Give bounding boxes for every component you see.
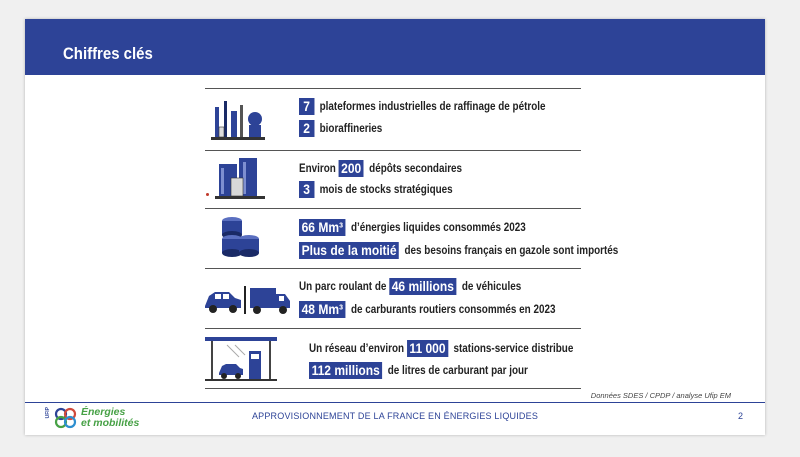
divider: [205, 388, 581, 389]
key-figure: 66 Mm³: [299, 219, 346, 236]
key-figure: Plus de la moitié: [299, 242, 399, 259]
divider: [205, 328, 581, 329]
footer-title: APPROVISIONNEMENT DE LA FRANCE EN ÉNERGIES LIQUIDES: [251, 411, 539, 421]
key-figure: 2: [299, 120, 314, 137]
slide: [25, 19, 765, 435]
divider: [205, 150, 581, 151]
row-4-line-2: [299, 301, 555, 319]
row-5-line-1: [309, 340, 573, 358]
page-number: 2: [737, 411, 743, 421]
row-1-line-1: [299, 98, 546, 116]
footer-divider: [25, 402, 765, 403]
logo-line-1: Énergies: [81, 406, 126, 418]
line-text: dépôts secondaires: [366, 163, 463, 175]
line-text: mois de stocks stratégiques: [316, 184, 453, 196]
row-1-line-2: [299, 120, 382, 138]
oil-barrels-icon: [219, 215, 261, 259]
page-title: Chiffres clés: [63, 44, 153, 63]
line-text: Un parc roulant de: [299, 281, 390, 293]
source-note: Données SDES / CPDP / analyse Ufip EM: [590, 391, 731, 400]
key-figure: 48 Mm³: [299, 301, 346, 318]
title-banner: [25, 19, 765, 75]
key-figure: 7: [299, 98, 314, 115]
divider: [205, 208, 581, 209]
row-3-line-1: [299, 219, 526, 237]
row-4-line-1: [299, 278, 521, 296]
depot-tanks-icon: [215, 156, 265, 202]
key-figure: 112 millions: [309, 362, 382, 379]
row-2-line-2: [299, 181, 453, 199]
line-text: Un réseau d’environ: [309, 343, 407, 355]
line-text: des besoins français en gazole sont importés: [401, 245, 619, 257]
line-text: de litres de carburant par jour: [385, 365, 528, 377]
logo-side-text: UFIP: [45, 407, 51, 419]
line-text: d’énergies liquides consommés 2023: [348, 222, 526, 234]
row-5-line-2: [309, 362, 528, 380]
key-figure: 11 000: [407, 340, 448, 357]
line-text: stations-service distribue: [450, 343, 574, 355]
divider: [205, 88, 581, 89]
key-figure: 200: [339, 160, 364, 177]
logo-line-2: et mobilités: [81, 417, 140, 429]
line-text: de carburants routiers consommés en 2023: [348, 304, 556, 316]
key-figure: 46 millions: [389, 278, 456, 295]
key-figure: 3: [299, 181, 314, 198]
refinery-icon: [211, 97, 265, 143]
row-2-line-1: [299, 160, 462, 178]
line-text: plateformes industrielles de raffinage de pétrole: [316, 101, 546, 113]
divider: [205, 268, 581, 269]
row-3-line-2: [299, 242, 618, 260]
line-text: bioraffineries: [316, 123, 383, 135]
line-text: de véhicules: [459, 281, 522, 293]
red-dot: [206, 193, 209, 196]
car-truck-icon: [203, 282, 293, 318]
fuel-station-icon: [205, 335, 277, 383]
line-text: Environ: [299, 163, 339, 175]
